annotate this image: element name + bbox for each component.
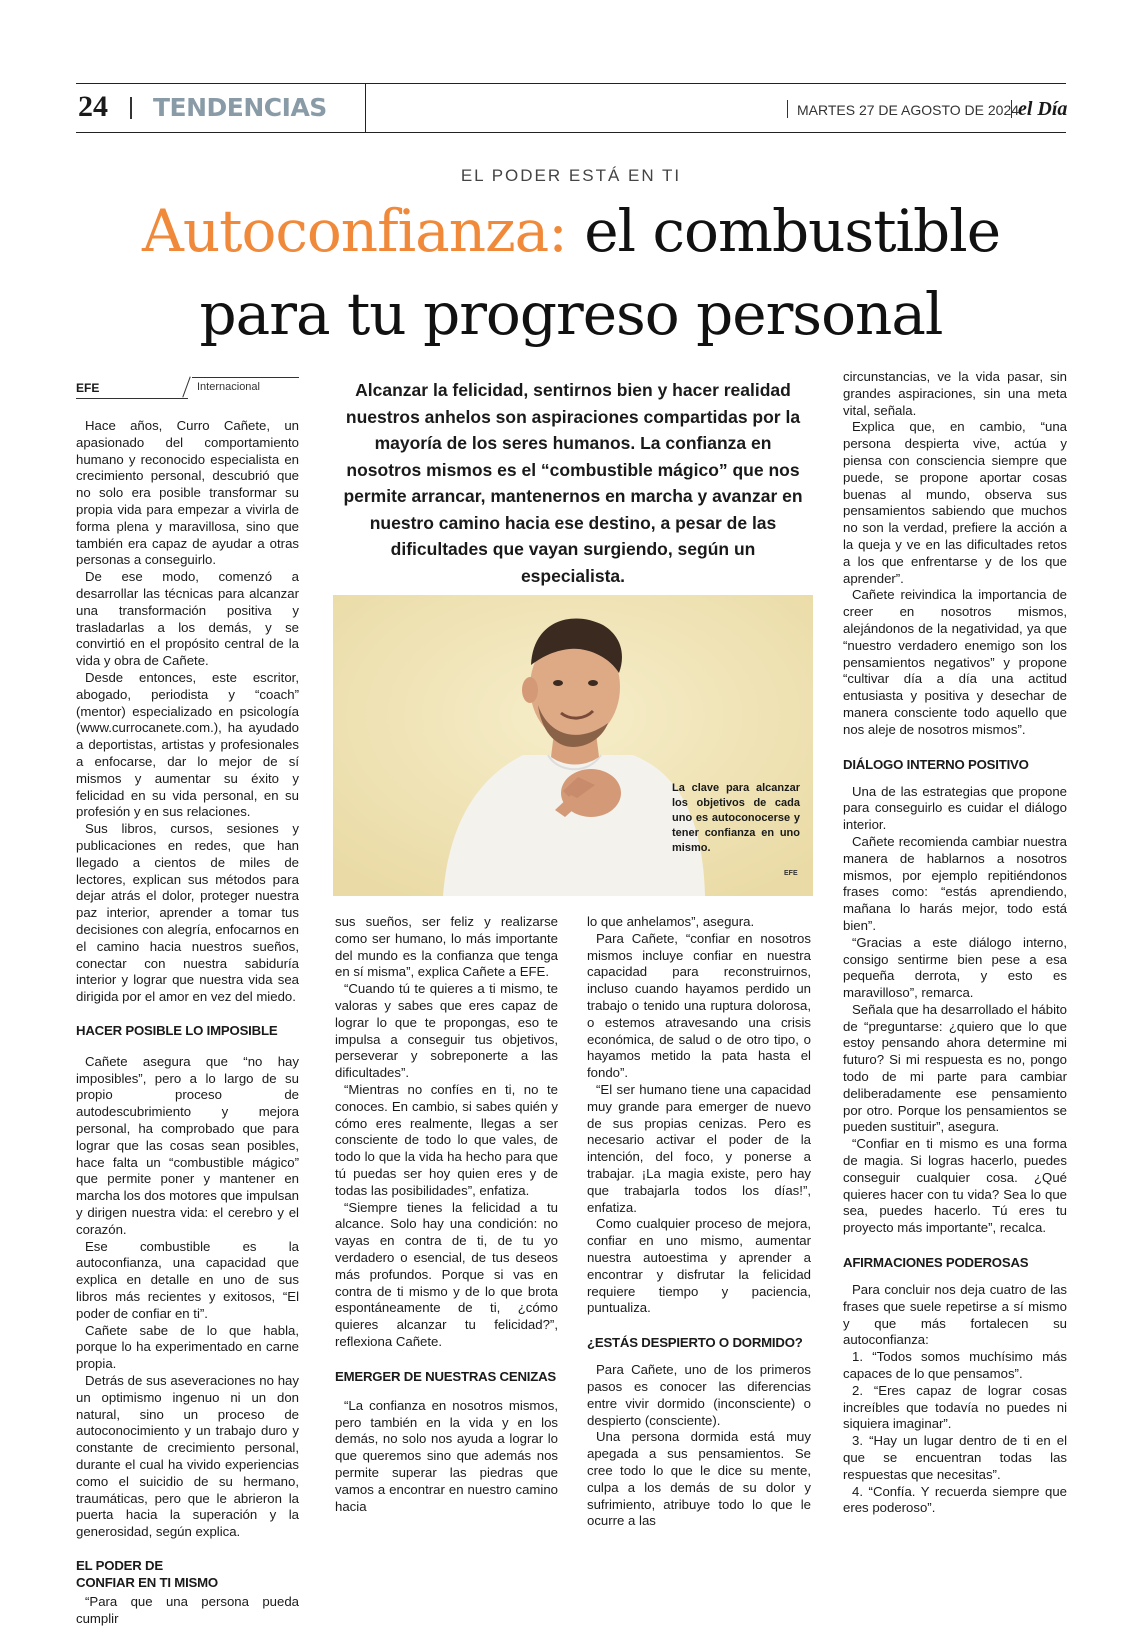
paragraph: Ese combustible es la autoconfianza, una capacidad que explica en detalle en uno de sus libros más recientes y exitosos, “El poder de confiar en ti”. (76, 1238, 299, 1321)
header-separator (1011, 100, 1012, 118)
paragraph: Cañete recomienda cambiar nuestra manera de hablarnos a nosotros mismos, por ejemplo repitiéndonos frases como: “estás aprendiendo, mañana lo harás mejor, todo está bien”. (843, 833, 1067, 933)
paragraph: De ese modo, comenzó a desarrollar las técnicas para alcanzar una transformación positiva y trasladarlas a los demás, y se convirtió en el propósito central de la vida y obra de Cañete. (76, 569, 299, 669)
paragraph: circunstancias, ve la vida pasar, sin grandes aspiraciones, sin una meta vital, señala. (843, 369, 1067, 418)
list-item: 4. “Confía. Y recuerda siempre que eres poderoso”. (843, 1483, 1067, 1516)
headline-rest: el combustible (584, 197, 1001, 265)
header-separator (787, 100, 788, 118)
article-column-1 (76, 418, 299, 1628)
paragraph: Cañete reivindica la importancia de creer en nosotros mismos, alejándonos de la negatividad, ya que “nuestro verdadero enemigo son los pensamientos negativos” y propone “cultivar día a día una actitud entusiasta y positiva y desechar de manera consciente todo aquello que nos aleje de nosotros mismos”. (843, 587, 1067, 737)
newspaper-logo: el Día (1018, 98, 1068, 120)
paragraph: Explica que, en cambio, “una persona despierta vive, actúa y piensa con consciencia siempre que puede, se propone aportar cosas buenas al mundo, observa sus pensamientos sabiendo que muchos no son la verdad, prefiere la acción a la queja y ve en las dificultades retos a los que enfrentarse y de los que aprender”. (843, 419, 1067, 586)
byline-slash (182, 376, 190, 397)
subheading-line: EL PODER DE (76, 1558, 163, 1573)
headline-accent: Autoconfianza: (141, 197, 567, 265)
byline-rule (76, 398, 188, 399)
page-number: 24 (78, 90, 108, 123)
paragraph: Para Cañete, uno de los primeros pasos es conocer las diferencias entre vivir dormido (inconsciente) o despierto (consciente). (587, 1362, 811, 1428)
paragraph: Señala que ha desarrollado el hábito de “preguntarse: ¿quiero que lo que estoy pensando ahora determine mi futuro? Si mi respuesta es no, pongo todo de mi parte para cambiar deliberadamente ese pensamiento por otro. Porque los pensamientos se pueden sustituir”, asegura. (843, 1001, 1067, 1135)
header-separator (130, 97, 132, 119)
paragraph: “Gracias a este diálogo interno, consigo sentirme bien pese a esa pequeña derrota, y esto es maravilloso”, remarca. (843, 934, 1067, 1001)
photo-credit: EFE (784, 870, 798, 877)
paragraph: “Para que una persona pueda cumplir (76, 1594, 299, 1626)
issue-date: MARTES 27 DE AGOSTO DE 2024 (797, 102, 1020, 118)
article-column-2 (335, 914, 558, 1515)
byline-category: Internacional (197, 381, 260, 393)
headline-line2: para tu progreso personal (199, 280, 943, 348)
header-rule-top (76, 83, 1066, 84)
list-item: 3. “Hay un lugar dentro de ti en el que se encuentran todas las respuestas que necesitas”. (843, 1433, 1067, 1482)
paragraph: “La confianza en nosotros mismos, pero también en la vida y en los demás, no solo nos ayuda a lograr lo que queremos sino que además nos permite superar las piedras que vamos a encontrar en nuestro camino hacia (335, 1397, 558, 1514)
paragraph: Cañete sabe de lo que habla, porque lo ha experimentado en carne propia. (76, 1322, 299, 1372)
subheading-line: CONFIAR EN TI MISMO (76, 1575, 218, 1590)
paragraph: sus sueños, ser feliz y realizarse como ser humano, lo más importante del mundo es la confianza que tenga en sí misma”, explica Cañete a EFE. (335, 914, 558, 980)
subheading: EMERGER DE NUESTRAS CENIZAS (335, 1368, 557, 1384)
paragraph: Una persona dormida está muy apegada a sus pensamientos. Se cree todo lo que le dice su mente, culpa a los demás de su dolor y sufrimiento, atribuye todo lo que le ocurre a las (587, 1429, 811, 1529)
paragraph: lo que anhelamos”, asegura. (587, 914, 755, 929)
paragraph: Cañete asegura que “no hay imposibles”, pero a lo largo de su propio proceso de autodescubrimiento y mejora personal, ha comprobado que para lograr que las cosas sean posibles, hace falta un “combustible mágico” que permite poner y mantener en marcha los dos motores que impulsan y dirigen nuestra vida: el cerebro y el corazón. (76, 1053, 299, 1237)
paragraph: Hace años, Curro Cañete, un apasionado del comportamiento humano y reconocido especialista en crecimiento personal, descubrió que no solo era posible transformar su propia vida para empezar a vivirla de forma plena y maravillosa, sino que también era capaz de ayudar a otras personas a conseguirlo. (76, 418, 299, 568)
section-title: TENDENCIAS (153, 93, 327, 122)
photo-caption: La clave para alcanzar los objetivos de cada uno es autoconocerse y tener confianza en uno mismo. (672, 782, 800, 854)
paragraph: “El ser humano tiene una capacidad muy grande para emerger de nuevo de sus propias cenizas. Pero es necesario activar el poder de la intención, del foco, y ponerse a trabajar. ¡La magia existe, pero hay que trabajarla todos los días!”, enfatiza. (587, 1081, 811, 1215)
article-column-4 (843, 369, 1067, 1517)
headline (40, 190, 1102, 356)
subheading: HACER POSIBLE LO IMPOSIBLE (76, 1022, 278, 1038)
paragraph: Para Cañete, “confiar en nosotros mismos incluye confiar en nuestra capacidad para reconstruirnos, incluso cuando hayamos perdido un trabajo o tenido una ruptura dolorosa, o estemos atravesando una crisis económica, de salud o de otro tipo, o hayamos metido la pata hasta el fondo”. (587, 930, 811, 1081)
paragraph: Como cualquier proceso de mejora, confiar en uno mismo, aumentar nuestra autoestima y aprender a encontrar y disfrutar la felicidad requiere tiempo y paciencia, puntualiza. (587, 1216, 811, 1316)
article-lead: Alcanzar la felicidad, sentirnos bien y hacer realidad nuestros anhelos son aspiraciones compartidas por la mayoría de los seres humanos. La confianza en nosotros mismos es el “combustible mágico” que nos permite arrancar, mantenernos en marcha y avanzar en nuestro camino hacia ese destino, a pesar de las dificultades que vayan surgiendo, según un especialista. (343, 380, 803, 586)
byline-rule (192, 377, 299, 378)
header-rule-bottom (76, 132, 1066, 133)
paragraph: “Confiar en ti mismo es una forma de magia. Si logras hacerlo, puedes conseguir cualquier cosa. ¿Qué quieres hacer con tu vida? Sea lo que sea, puedes hacerlo. Tú eres tu proyecto más importante”, recalca. (843, 1136, 1067, 1236)
paragraph: Desde entonces, este escritor, abogado, periodista y “coach” (mentor) especializado en psicología (www.currocanete.com.), ha ayudado a deportistas, artistas y profesionales a enfocarse, dar lo mejor de sí mismos y aumentar su éxito y felicidad en su vida personal, en su profesión y en sus relaciones. (76, 669, 299, 820)
header-divider (365, 83, 366, 132)
paragraph: “Mientras no confíes en ti, no te conoces. En cambio, si sabes quién y cómo eres realmente, llegas a ser consciente de todo lo que vales, de todo lo que la vida ha hecho para que tú puedas ser hoy quien eres y de todas las posibilidades”, enfatiza. (335, 1081, 558, 1198)
article-column-3 (587, 914, 811, 1530)
subheading (76, 1557, 299, 1591)
subheading: AFIRMACIONES PODEROSAS (843, 1255, 1029, 1271)
paragraph: Sus libros, cursos, sesiones y publicaciones en redes, que han llegado a cientos de miles de lectores, explican sus métodos para dejar atrás el dolor, proteger nuestra paz interior, aprender a tomar tus decisiones con alegría, enfocarnos en el camino hacia nuestros sueños, conectar con nuestra sabiduría interior y lograr que nuestra vida sea dirigida por el amor en vez del miedo. (76, 821, 299, 1005)
paragraph: “Cuando tú te quieres a ti mismo, te valoras y sabes que eres capaz de lograr lo que te propongas, eso te impulsa a conseguir tus objetivos, perseverar y sobreponerte a las dificultades”. (335, 981, 558, 1081)
paragraph: Una de las estrategias que propone para conseguirlo es cuidar el diálogo interior. (843, 783, 1067, 833)
subheading: ¿ESTÁS DESPIERTO O DORMIDO? (587, 1335, 803, 1351)
paragraph: Detrás de sus aseveraciones no hay un optimismo ingenuo ni un don natural, sino un proceso de autoconocimiento y un trabajo duro y constante de crecimiento personal, durante el cual ha vivido experiencias como el suicidio de su hermano, traumáticas, pero que le abrieron la puerta hacia la superación y la generosidad, según explica. (76, 1373, 299, 1540)
list-item: 1. “Todos somos muchísimo más capaces de lo que pensamos”. (843, 1349, 1067, 1382)
paragraph: “Siempre tienes la felicidad a tu alcance. Solo hay una condición: no vayas en contra de ti, de tu yo verdadero o esencial, de tus deseos más profundos. Porque si vas en contra de ti mismo y de lo que brota espontáneamente de ti, ¿cómo quieres alcanzar tu felicidad?”, reflexiona Cañete. (335, 1199, 558, 1349)
paragraph: Para concluir nos deja cuatro de las frases que suele repetirse a sí mismo y que más fortalecen su autoconfianza: (843, 1282, 1067, 1348)
kicker: EL PODER ESTÁ EN TI (460, 166, 682, 185)
list-item: 2. “Eres capaz de lograr cosas increíbles que todavía no puedes ni siquiera imaginar”. (843, 1382, 1067, 1432)
byline-agency: EFE (76, 381, 100, 395)
subheading: DIÁLOGO INTERNO POSITIVO (843, 756, 1029, 772)
